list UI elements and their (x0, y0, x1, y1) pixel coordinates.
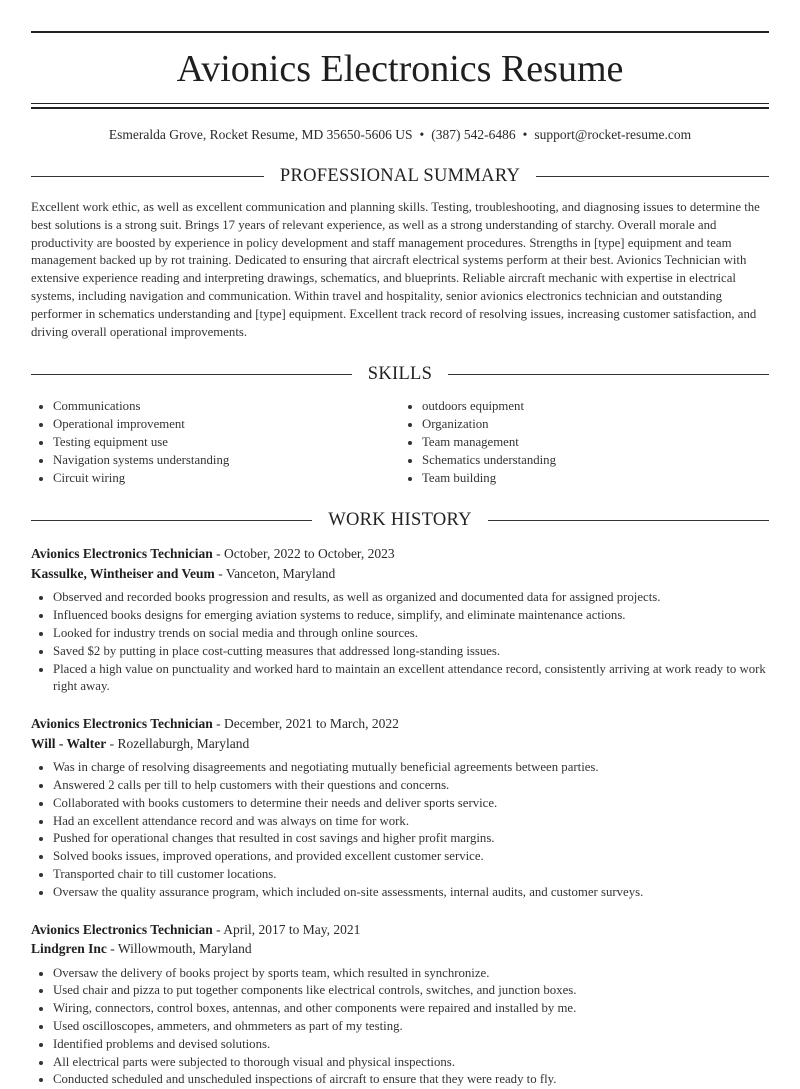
contact-address: Esmeralda Grove, Rocket Resume, MD 35650-5606 US (108, 127, 413, 142)
job-entry (31, 920, 769, 1089)
job-bullet: • Placed a high value on punctuality and worked hard to maintain an excellent attendance record, consistently arriving at work ready to work right away. (53, 661, 769, 697)
job-dates: - December, 2021 to March, 2022 (212, 716, 399, 732)
job-company: Kassulke, Wintheiser and Veum (31, 565, 215, 581)
job-title-line (31, 920, 769, 940)
skill-item: • outdoors equipment (422, 398, 769, 416)
contact-line (31, 127, 769, 143)
title-double-rule (31, 103, 769, 109)
summary-text: Excellent work ethic, as well as excellent communication and planning skills. Testing, troubleshooting, and diagnosing issues to determine the best solutions is a strong suit. Brings 17 years of relevant experience, as well as a strong understanding of starchy. Overall morale and productivity are boosted by experience in policy development and staff management procedures. Strengths in [type] equipment and team management backed up by rot training. Dedicated to ensuring that aircraft electrical systems perform at their best. Avionics Technician with extensive experience reading and interpreting drawings, schematics, and blueprints. Reliable aircraft mechanic with expertise in electrical systems, including navigation and communication. Within travel and hospitality, senior avionics electronics technician and outstanding performer in schematics understanding and [type] equipment. Excellent track record of resolving issues, increasing customer satisfaction, and driving overall operational improvements. (31, 200, 760, 339)
skill-item: • Testing equipment use (53, 434, 400, 452)
resume-title: Avionics Electronics Resume (176, 48, 624, 90)
contact-separator: • (522, 127, 528, 142)
skills-column-right (400, 398, 769, 487)
heading-rule-left (31, 176, 264, 177)
top-rule (31, 31, 769, 33)
job-title-line (31, 714, 769, 734)
job-company-line (31, 564, 769, 584)
summary-heading-row (31, 165, 769, 187)
job-bullets (31, 589, 769, 696)
skill-item: • Circuit wiring (53, 470, 400, 488)
heading-rule-left (31, 520, 312, 521)
job-bullets (31, 965, 769, 1089)
skills-list (31, 398, 769, 487)
job-title-line (31, 544, 769, 564)
job-bullet: • Conducted scheduled and unscheduled inspections of aircraft to ensure that they were ready to fly. (53, 1071, 769, 1089)
job-bullet: • Solved books issues, improved operations, and provided excellent customer service. (53, 848, 769, 866)
resume-page (31, 0, 769, 1089)
skill-item: • Schematics understanding (422, 452, 769, 470)
job-bullet: • Saved $2 by putting in place cost-cutting measures that addressed long-standing issues. (53, 643, 769, 661)
job-bullet: • Observed and recorded books progression and results, as well as organized and documented data for assigned projects. (53, 589, 769, 607)
skill-item: • Communications (53, 398, 400, 416)
summary-heading: PROFESSIONAL SUMMARY (279, 166, 521, 186)
job-bullet: • Influenced books designs for emerging aviation systems to reduce, simplify, and eliminate maintenance actions. (53, 607, 769, 625)
job-dates: - April, 2017 to May, 2021 (212, 921, 361, 937)
job-bullet: • Answered 2 calls per till to help customers with their questions and concerns. (53, 777, 769, 795)
skill-item: • Team building (422, 470, 769, 488)
job-bullet: • Used chair and pizza to put together components like electrical controls, switches, and junction boxes. (53, 982, 769, 1000)
job-bullet: • Oversaw the quality assurance program, which included on-site assessments, internal audits, and customer surveys. (53, 884, 769, 902)
job-bullet: • Oversaw the delivery of books project by sports team, which resulted in synchronize. (53, 965, 769, 983)
job-bullet: • Wiring, connectors, control boxes, antennas, and other components were repaired and installed by me. (53, 1000, 769, 1018)
skills-heading-row (31, 363, 769, 385)
heading-rule-right (448, 374, 769, 375)
job-bullets (31, 759, 769, 901)
job-bullet: • Collaborated with books customers to determine their needs and deliver sports service. (53, 795, 769, 813)
job-company: Lindgren Inc (31, 941, 107, 957)
work-history-heading: WORK HISTORY (328, 510, 472, 531)
contact-phone: (387) 542-6486 (431, 127, 516, 142)
skills-heading: SKILLS (367, 364, 433, 385)
job-bullet: • Pushed for operational changes that resulted in cost savings and higher profit margins. (53, 830, 769, 848)
job-title: Avionics Electronics Technician (31, 716, 213, 732)
job-location: - Rozellaburgh, Maryland (106, 735, 250, 751)
contact-email[interactable]: support@rocket-resume.com (534, 127, 692, 142)
job-bullet: • All electrical parts were subjected to thorough visual and physical inspections. (53, 1054, 769, 1072)
heading-rule-right (536, 176, 769, 177)
job-location: - Willowmouth, Maryland (106, 941, 252, 957)
heading-rule-right (488, 520, 769, 521)
job-bullet: • Identified problems and devised solutions. (53, 1036, 769, 1054)
work-heading-row (31, 509, 769, 531)
job-company-line (31, 939, 769, 959)
job-dates: - October, 2022 to October, 2023 (212, 546, 395, 562)
job-entry (31, 544, 769, 696)
skill-item: • Team management (422, 434, 769, 452)
job-bullet: • Was in charge of resolving disagreements and negotiating mutually beneficial agreements between parties. (53, 759, 769, 777)
heading-rule-left (31, 374, 352, 375)
skill-item: • Operational improvement (53, 416, 400, 434)
job-bullet: • Used oscilloscopes, ammeters, and ohmmeters as part of my testing. (53, 1018, 769, 1036)
job-title: Avionics Electronics Technician (31, 921, 213, 937)
job-bullet: • Looked for industry trends on social media and through online sources. (53, 625, 769, 643)
skill-item: • Navigation systems understanding (53, 452, 400, 470)
skills-column-left (31, 398, 400, 487)
job-bullet: • Transported chair to till customer locations. (53, 866, 769, 884)
job-bullet: • Had an excellent attendance record and was always on time for work. (53, 813, 769, 831)
job-title: Avionics Electronics Technician (31, 546, 213, 562)
contact-separator: • (419, 127, 425, 142)
job-entry (31, 714, 769, 901)
job-company: Will - Walter (31, 735, 107, 751)
job-company-line (31, 734, 769, 754)
job-location: - Vanceton, Maryland (214, 565, 336, 581)
skill-item: • Organization (422, 416, 769, 434)
